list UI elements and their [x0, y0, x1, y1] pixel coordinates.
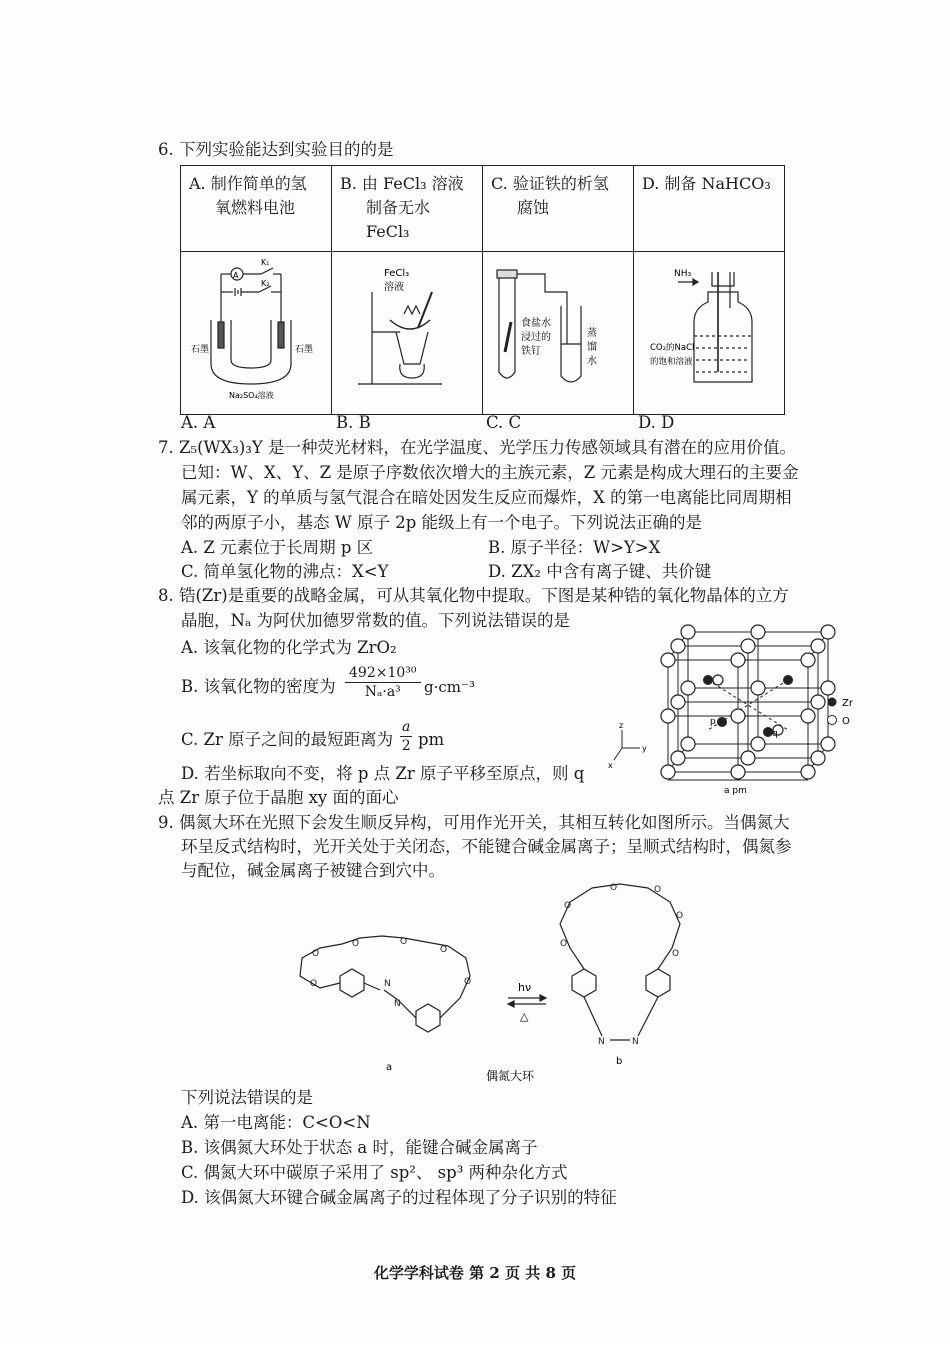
q9-line-2: 环呈反式结构时，光开关处于关闭态，不能键合碱金属离子；呈顺式结构时，偶氮参 — [181, 837, 792, 856]
svg-text:x: x — [608, 761, 613, 770]
svg-text:A: A — [233, 271, 239, 280]
svg-text:O: O — [564, 901, 572, 911]
q7-line-4: 邻的两原子小，基态 W 原子 2p 能级上有一个电子。下列说法正确的是 — [181, 513, 702, 532]
svg-text:NH₃: NH₃ — [674, 269, 692, 279]
q7-option-d: D. ZX₂ 中含有离子键、共价键 — [488, 562, 712, 581]
svg-text:石墨: 石墨 — [191, 345, 210, 355]
q6-stem: 6. 下列实验能达到实验目的的是 — [158, 140, 394, 159]
q9-line-3: 与配位，碱金属离子被键合到穴中。 — [181, 861, 445, 880]
q6-option-d: D. D — [638, 413, 675, 432]
svg-text:石墨: 石墨 — [295, 345, 314, 355]
q7-line-3: 属元素，Y 的单质与氢气混合在暗处因发生反应而爆炸，X 的第一电离能比同周期相 — [181, 488, 792, 507]
q8-option-d-line-1: D. 若坐标取向不变，将 p 点 Zr 原子平移至原点，则 q — [181, 764, 585, 783]
svg-text:浸过的: 浸过的 — [521, 332, 551, 343]
q8-option-b-fraction: 492×10³⁰ Nₐ·a³ — [345, 664, 421, 701]
q9-option-d: D. 该偶氮大环键合碱金属离子的过程体现了分子识别的特征 — [181, 1188, 617, 1207]
svg-text:O: O — [312, 949, 320, 959]
svg-text:FeCl₃: FeCl₃ — [384, 268, 410, 279]
q8-line-1: 8. 锆(Zr)是重要的战略金属，可从其氧化物中提取。下图是某种锆的氧化物晶体的立方 — [158, 586, 789, 605]
svg-text:Na₂SO₄溶液: Na₂SO₄溶液 — [229, 391, 274, 400]
svg-text:a: a — [386, 1062, 393, 1073]
svg-text:CO₂的NaCl: CO₂的NaCl — [650, 343, 695, 353]
q8-option-c-fraction: a 2 — [401, 719, 411, 754]
q8-option-c-unit: pm — [418, 730, 445, 749]
q8-option-c: C. Zr 原子之间的最短距离为 — [181, 730, 394, 749]
q9-option-c: C. 偶氮大环中碳原子采用了 sp²、 sp³ 两种杂化方式 — [181, 1163, 568, 1182]
svg-text:铁钉: 铁钉 — [521, 346, 541, 357]
q8-line-2: 晶胞，Nₐ 为阿伏加德罗常数的值。下列说法错误的是 — [181, 611, 571, 630]
q6-figure-a — [181, 252, 332, 415]
svg-text:q: q — [772, 729, 778, 739]
svg-text:O: O — [310, 979, 318, 989]
svg-text:N: N — [394, 999, 401, 1009]
q6-figure-c — [483, 252, 634, 415]
svg-text:Zr: Zr — [842, 698, 853, 709]
svg-text:N: N — [598, 1037, 605, 1047]
svg-text:馏: 馏 — [587, 342, 597, 353]
svg-text:食盐水: 食盐水 — [521, 318, 551, 329]
svg-text:O: O — [464, 977, 472, 987]
q6-header-d: D. 制备 NaHCO₃ — [634, 166, 785, 252]
svg-text:p: p — [710, 717, 716, 727]
q6-experiment-table — [180, 165, 785, 415]
svg-text:hν: hν — [518, 981, 532, 994]
q6-option-a: A. A — [181, 413, 216, 432]
q7-line-2: 已知：W、X、Y、Z 是原子序数依次增大的主族元素，Z 元素是构成大理石的主要金 — [181, 463, 799, 482]
svg-text:N: N — [632, 1037, 639, 1047]
svg-text:N: N — [384, 979, 391, 989]
q9-option-a: A. 第一电离能：C<O<N — [181, 1113, 371, 1132]
svg-text:O: O — [672, 949, 680, 959]
q8-option-d-line-2: 点 Zr 原子位于晶胞 xy 面的面心 — [158, 788, 399, 807]
svg-text:溶液: 溶液 — [384, 282, 404, 293]
svg-text:偶氮大环: 偶氮大环 — [486, 1069, 535, 1083]
q7-line-1: 7. Z₅(WX₃)₃Y 是一种荧光材料，在光学温度、光学压力传感领域具有潜在的应用价值。 — [158, 438, 797, 457]
svg-text:O: O — [654, 885, 662, 895]
svg-text:O: O — [676, 911, 684, 921]
q9-line-1: 9. 偶氮大环在光照下会发生顺反异构，可用作光开关，其相互转化如图所示。当偶氮大 — [158, 813, 790, 832]
svg-text:z: z — [619, 721, 624, 730]
svg-text:水: 水 — [587, 356, 597, 367]
q9-azo-macrocycle-figure — [280, 878, 720, 1088]
q6-figure-d — [634, 252, 785, 415]
svg-text:K₁: K₁ — [261, 258, 270, 267]
q7-option-c: C. 简单氢化物的沸点：X<Y — [181, 562, 389, 581]
svg-text:O: O — [440, 945, 448, 955]
q8-option-b: B. 该氧化物的密度为 — [181, 677, 336, 696]
q6-option-c: C. C — [486, 413, 522, 432]
svg-text:b: b — [616, 1056, 623, 1067]
svg-text:O: O — [400, 937, 408, 947]
q6-option-b: B. B — [336, 413, 371, 432]
q7-option-a: A. Z 元素位于长周期 p 区 — [181, 538, 374, 557]
svg-text:蒸: 蒸 — [587, 328, 597, 339]
q8-option-b-unit: g·cm⁻³ — [424, 678, 475, 696]
q6-header-a: A. 制作简单的氢 氧燃料电池 — [181, 166, 332, 252]
q8-crystal-figure — [600, 620, 880, 800]
svg-text:O: O — [352, 939, 360, 949]
svg-text:y: y — [642, 744, 647, 753]
svg-text:O: O — [560, 939, 568, 949]
svg-text:O: O — [842, 716, 850, 727]
svg-text:a pm: a pm — [724, 786, 747, 796]
q9-stem-2: 下列说法错误的是 — [181, 1088, 313, 1107]
page-footer: 化学学科试卷 第 2 页 共 8 页 — [373, 1264, 577, 1282]
q6-figure-b — [332, 252, 483, 415]
q9-option-b: B. 该偶氮大环处于状态 a 时，能键合碱金属离子 — [181, 1138, 538, 1157]
svg-text:K₂: K₂ — [261, 279, 270, 288]
svg-text:的饱和溶液: 的饱和溶液 — [650, 357, 693, 367]
svg-text:△: △ — [520, 1010, 529, 1023]
q6-header-b: B. 由 FeCl₃ 溶液 制备无水 FeCl₃ — [332, 166, 483, 252]
q8-option-a: A. 该氧化物的化学式为 ZrO₂ — [181, 638, 397, 657]
svg-text:O: O — [610, 883, 618, 893]
q6-header-c: C. 验证铁的析氢 腐蚀 — [483, 166, 634, 252]
q7-option-b: B. 原子半径：W>Y>X — [488, 538, 661, 557]
